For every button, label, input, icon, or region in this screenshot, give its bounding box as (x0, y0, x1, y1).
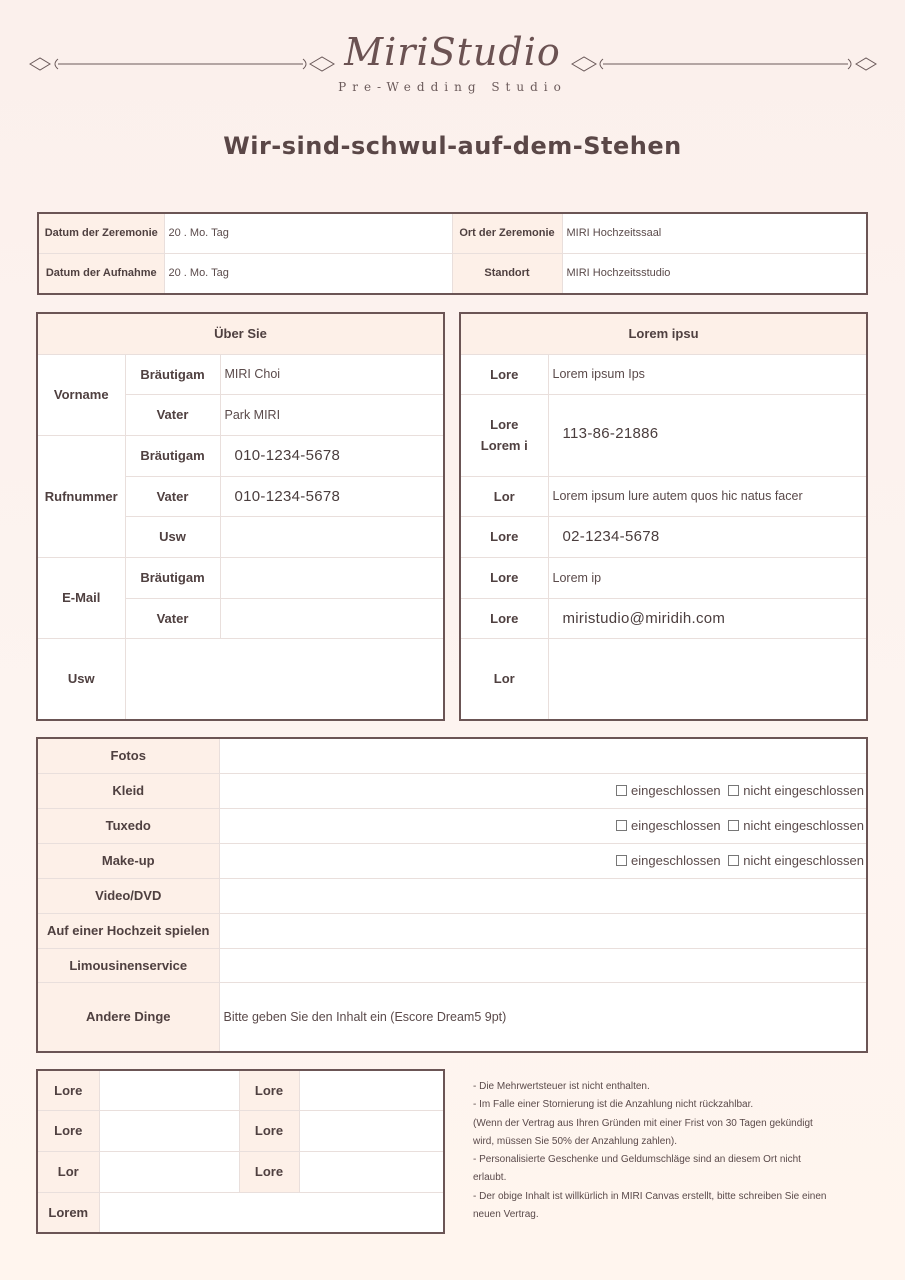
location-label: Standort (452, 253, 562, 294)
services-table (36, 737, 868, 1053)
note-line: (Wenn der Vertrag aus Ihren Gründen mit einer Frist von 30 Tagen gekündigt wird, müssen Sie 50% der Anzahlung zahlen). (473, 1117, 813, 1147)
ceremony-place-value: MIRI Hochzeitssaal (562, 213, 867, 253)
lorem-row-value (548, 638, 867, 720)
service-label: Auf einer Hochzeit spielen (37, 913, 219, 948)
lorem-row-value: Lorem ipsum lure autem quos hic natus facer (548, 476, 867, 516)
usw-sub-label: Usw (125, 516, 220, 557)
service-label: Andere Dinge (37, 982, 219, 1052)
summary-value (99, 1110, 239, 1151)
location-value: MIRI Hochzeitsstudio (562, 253, 867, 294)
lorem-row-value: Lorem ipsum Ips (548, 354, 867, 394)
father-name-value: Park MIRI (220, 394, 444, 435)
lorem-row-label (460, 394, 548, 476)
summary-label: Lore (239, 1070, 299, 1110)
ceremony-place-label: Ort der Zeremonie (452, 213, 562, 253)
terms-notes (473, 1078, 833, 1224)
service-value (219, 948, 867, 982)
note-line: - Die Mehrwertsteuer ist nicht enthalten. (473, 1081, 650, 1092)
service-options (219, 773, 867, 808)
lorem-row-value: 113-86-21886 (548, 394, 867, 476)
service-value (219, 913, 867, 948)
other-things-value: Bitte geben Sie den Inhalt ein (Escore Dream5 9pt) (219, 982, 867, 1052)
lorem-table (459, 312, 868, 721)
ceremony-date-label: Datum der Zeremonie (38, 213, 164, 253)
father-email-value (220, 598, 444, 638)
lorem-row-label: Lor (460, 638, 548, 720)
summary-table (36, 1069, 445, 1234)
summary-value (99, 1070, 239, 1110)
summary-value (99, 1192, 444, 1233)
included-checkbox[interactable] (616, 855, 627, 866)
lorem-row-label: Lore (460, 557, 548, 598)
summary-value (299, 1110, 444, 1151)
service-label: Video/DVD (37, 878, 219, 913)
service-options (219, 843, 867, 878)
lorem-header: Lorem ipsu (460, 313, 867, 354)
service-label: Make-up (37, 843, 219, 878)
vorname-label: Vorname (37, 354, 125, 435)
service-label: Fotos (37, 738, 219, 773)
lorem-row-label-line1: Lore (490, 417, 519, 432)
father-label: Vater (125, 476, 220, 516)
not-included-checkbox[interactable] (728, 785, 739, 796)
rufnummer-label: Rufnummer (37, 435, 125, 557)
summary-label: Lorem (37, 1192, 99, 1233)
lorem-row-label-line2: Lorem i (480, 438, 528, 453)
included-label: eingeschlossen (631, 818, 721, 833)
included-label: eingeschlossen (631, 853, 721, 868)
not-included-checkbox[interactable] (728, 855, 739, 866)
page-title: Wir-sind-schwul-auf-dem-Stehen (223, 132, 682, 160)
groom-label: Bräutigam (125, 435, 220, 476)
lorem-row-label: Lore (460, 516, 548, 557)
brand-tagline: Pre-Wedding Studio (338, 80, 567, 94)
email-label: E-Mail (37, 557, 125, 638)
summary-value (299, 1070, 444, 1110)
ceremony-date-value: 20 . Mo. Tag (164, 213, 452, 253)
not-included-label: nicht eingeschlossen (743, 853, 864, 868)
not-included-label: nicht eingeschlossen (743, 818, 864, 833)
summary-label: Lore (239, 1110, 299, 1151)
lorem-row-value: 02-1234-5678 (548, 516, 867, 557)
service-label: Kleid (37, 773, 219, 808)
ceremony-table (37, 212, 868, 295)
summary-label: Lor (37, 1151, 99, 1192)
included-checkbox[interactable] (616, 785, 627, 796)
service-label: Limousinenservice (37, 948, 219, 982)
note-line: - Der obige Inhalt ist willkürlich in MIRI Canvas erstellt, bitte schreiben Sie einen neuen Vertrag. (473, 1190, 827, 1221)
summary-value (99, 1151, 239, 1192)
service-value (219, 878, 867, 913)
included-checkbox[interactable] (616, 820, 627, 831)
groom-label: Bräutigam (125, 557, 220, 598)
included-label: eingeschlossen (631, 783, 721, 798)
shoot-date-label: Datum der Aufnahme (38, 253, 164, 294)
brand-logo: MiriStudio (344, 30, 561, 74)
usw-value (125, 638, 444, 720)
father-label: Vater (125, 394, 220, 435)
summary-label: Lore (37, 1110, 99, 1151)
usw-phone-value (220, 516, 444, 557)
groom-phone-value: 010-1234-5678 (220, 435, 444, 476)
usw-label: Usw (37, 638, 125, 720)
groom-name-value: MIRI Choi (220, 354, 444, 394)
about-table (36, 312, 445, 721)
note-line: - Im Falle einer Stornierung ist die Anzahlung nicht rückzahlbar. (473, 1099, 754, 1111)
summary-label: Lore (239, 1151, 299, 1192)
service-label: Tuxedo (37, 808, 219, 843)
father-label: Vater (125, 598, 220, 638)
lorem-row-value: Lorem ip (548, 557, 867, 598)
service-value (219, 738, 867, 773)
lorem-row-label: Lore (460, 598, 548, 638)
lorem-row-label: Lor (460, 476, 548, 516)
not-included-label: nicht eingeschlossen (743, 783, 864, 798)
note-line: - Personalisierte Geschenke und Geldumschläge sind an diesem Ort nicht erlaubt. (473, 1154, 801, 1184)
groom-email-value (220, 557, 444, 598)
about-header: Über Sie (37, 313, 444, 354)
summary-label: Lore (37, 1070, 99, 1110)
shoot-date-value: 20 . Mo. Tag (164, 253, 452, 294)
lorem-row-value: miristudio@miridih.com (548, 598, 867, 638)
lorem-row-label: Lore (460, 354, 548, 394)
service-options (219, 808, 867, 843)
father-phone-value: 010-1234-5678 (220, 476, 444, 516)
not-included-checkbox[interactable] (728, 820, 739, 831)
groom-label: Bräutigam (125, 354, 220, 394)
summary-value (299, 1151, 444, 1192)
